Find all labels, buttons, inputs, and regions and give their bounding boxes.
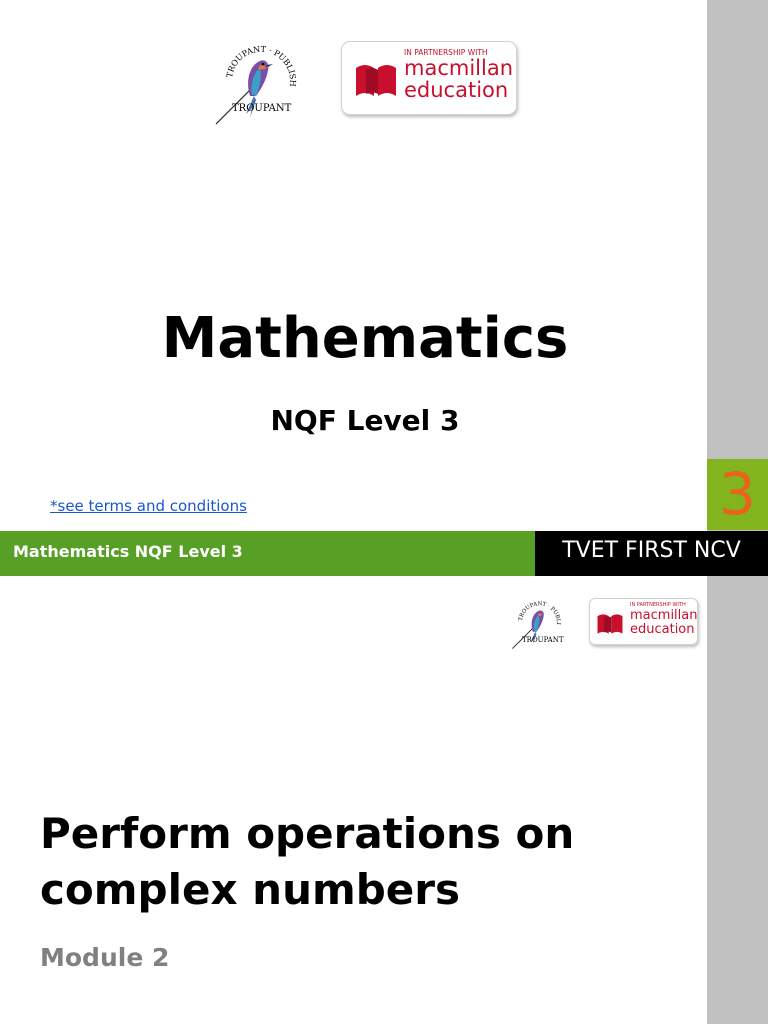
macmillan-m-icon [596, 610, 624, 635]
troupant-logo [212, 38, 302, 128]
module-title-line2: complex numbers [40, 865, 460, 914]
series-label: TVET FIRST NCV [562, 538, 741, 563]
macmillan-m-icon [354, 58, 398, 98]
series-badge [535, 531, 768, 576]
level-number: 3 [719, 460, 756, 528]
macmillan-tagline: IN PARTNERSHIP WITH [404, 48, 488, 57]
macmillan-name: macmillan [404, 56, 514, 80]
terms-link[interactable]: *see terms and conditions [50, 497, 247, 515]
troupant-label-small: TROUPANT [522, 636, 564, 644]
macmillan-tagline-small: IN PARTNERSHIP WITH [630, 602, 686, 608]
macmillan-logo [341, 41, 517, 115]
module-title [40, 806, 680, 918]
cover-title: Mathematics [161, 306, 569, 371]
troupant-label: TROUPANT [232, 103, 292, 114]
macmillan-logo-small [589, 598, 698, 645]
svg-text:TROUPANT · PUBLISHERS: TROUPANT · PUBLI [517, 601, 561, 625]
macmillan-education-small: education [630, 622, 695, 637]
level-badge [707, 459, 768, 530]
svg-text:TROUPANT · PUBLISHERS: TROUPANT · PUBLISH [225, 44, 298, 88]
module-number: Module 2 [40, 943, 170, 972]
macmillan-name-small: macmillan [630, 608, 698, 623]
module-title-line1: Perform operations on [40, 809, 575, 858]
banner-title: Mathematics NQF Level 3 [13, 542, 243, 561]
cover-subtitle: NQF Level 3 [270, 404, 460, 437]
macmillan-education: education [404, 78, 509, 102]
bird-icon [212, 38, 302, 128]
